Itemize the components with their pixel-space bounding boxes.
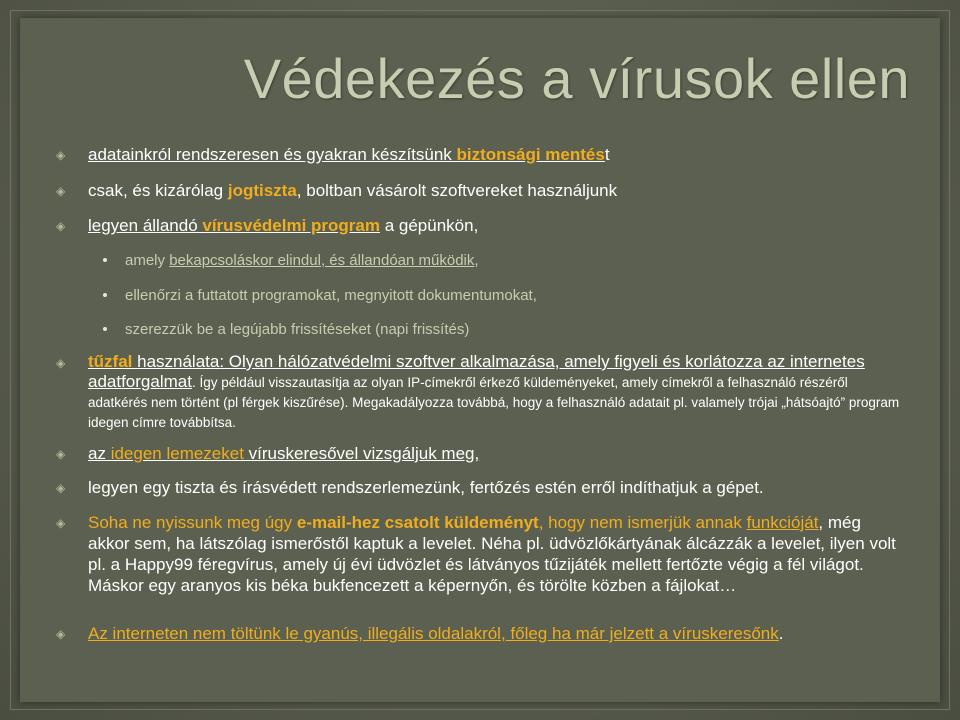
list-item: ◈ csak, és kizárólag jogtiszta, boltban vásárolt szoftvereket használjunk bbox=[56, 181, 618, 200]
diamond-outline-icon: ◈ bbox=[56, 627, 66, 641]
list-item: ◈ legyen egy tiszta és írásvédett rendszerlemezünk, fertőzés estén erről indíthatjuk a gépet. bbox=[56, 478, 764, 497]
list-item: ◈ tűzfal használata: Olyan hálózatvédelmi szoftver alkalmazása, amely figyeli és korlátozza az internetes adatforgalmat. Így például visszautasítja az olyan IP-címekről érkező küldeményeket, amely címekről a felhasználó részéről adatkérés nem történt (pl férgek kiszűrése). Megakadályozza továbbá, hogy a felhasználó adatait pl. valamely trójai „hátsóajtó” program idegen címre továbbítsa. bbox=[56, 352, 900, 430]
diamond-outline-icon: ◈ bbox=[56, 148, 66, 162]
dot-bullet-icon bbox=[103, 293, 107, 297]
list-item: ◈ adatainkról rendszeresen és gyakran készítsünk biztonsági mentést bbox=[56, 145, 610, 164]
list-item: szerezzük be a legújabb frissítéseket (napi frissítés) bbox=[125, 320, 885, 340]
diamond-outline-icon: ◈ bbox=[56, 184, 66, 198]
diamond-outline-icon: ◈ bbox=[56, 356, 66, 370]
list-item: ◈ az idegen lemezeket víruskeresővel vizsgáljuk meg, bbox=[56, 444, 480, 463]
dot-bullet-icon bbox=[103, 327, 107, 331]
dot-bullet-icon bbox=[103, 258, 107, 262]
diamond-outline-icon: ◈ bbox=[56, 516, 66, 530]
list-item: ◈ Soha ne nyissunk meg úgy e-mail-hez csatolt küldeményt, hogy nem ismerjük annak funkcióját, még akkor sem, ha látszólag ismerőstől kaptuk a levelet. Néha pl. üdvözlőkártyának álcázzák a levelet, ilyen volt pl. a Happy99 féregvírus, amely új évi üdvözlet és látványos tűzijáték mellett fertőzte végig a fél világot. Máskor egy aranyos kis béka bukfencezett a képernyőn, és törölte közben a fájlokat… bbox=[56, 513, 896, 595]
slide-title: Védekezés a vírusok ellen bbox=[243, 47, 910, 110]
list-item: amely bekapcsoláskor elindul, és állandóan működik, bbox=[125, 251, 885, 271]
diamond-outline-icon: ◈ bbox=[56, 447, 66, 461]
list-item: ◈ Az interneten nem töltünk le gyanús, illegális oldalakról, főleg ha már jelzett a víruskeresőnk. bbox=[56, 624, 784, 643]
list-item: ellenőrzi a futtatott programokat, megnyitott dokumentumokat, bbox=[125, 286, 885, 306]
diamond-outline-icon: ◈ bbox=[56, 481, 66, 495]
list-item: ◈ legyen állandó vírusvédelmi program a gépünkön, bbox=[56, 216, 479, 235]
diamond-outline-icon: ◈ bbox=[56, 219, 66, 233]
